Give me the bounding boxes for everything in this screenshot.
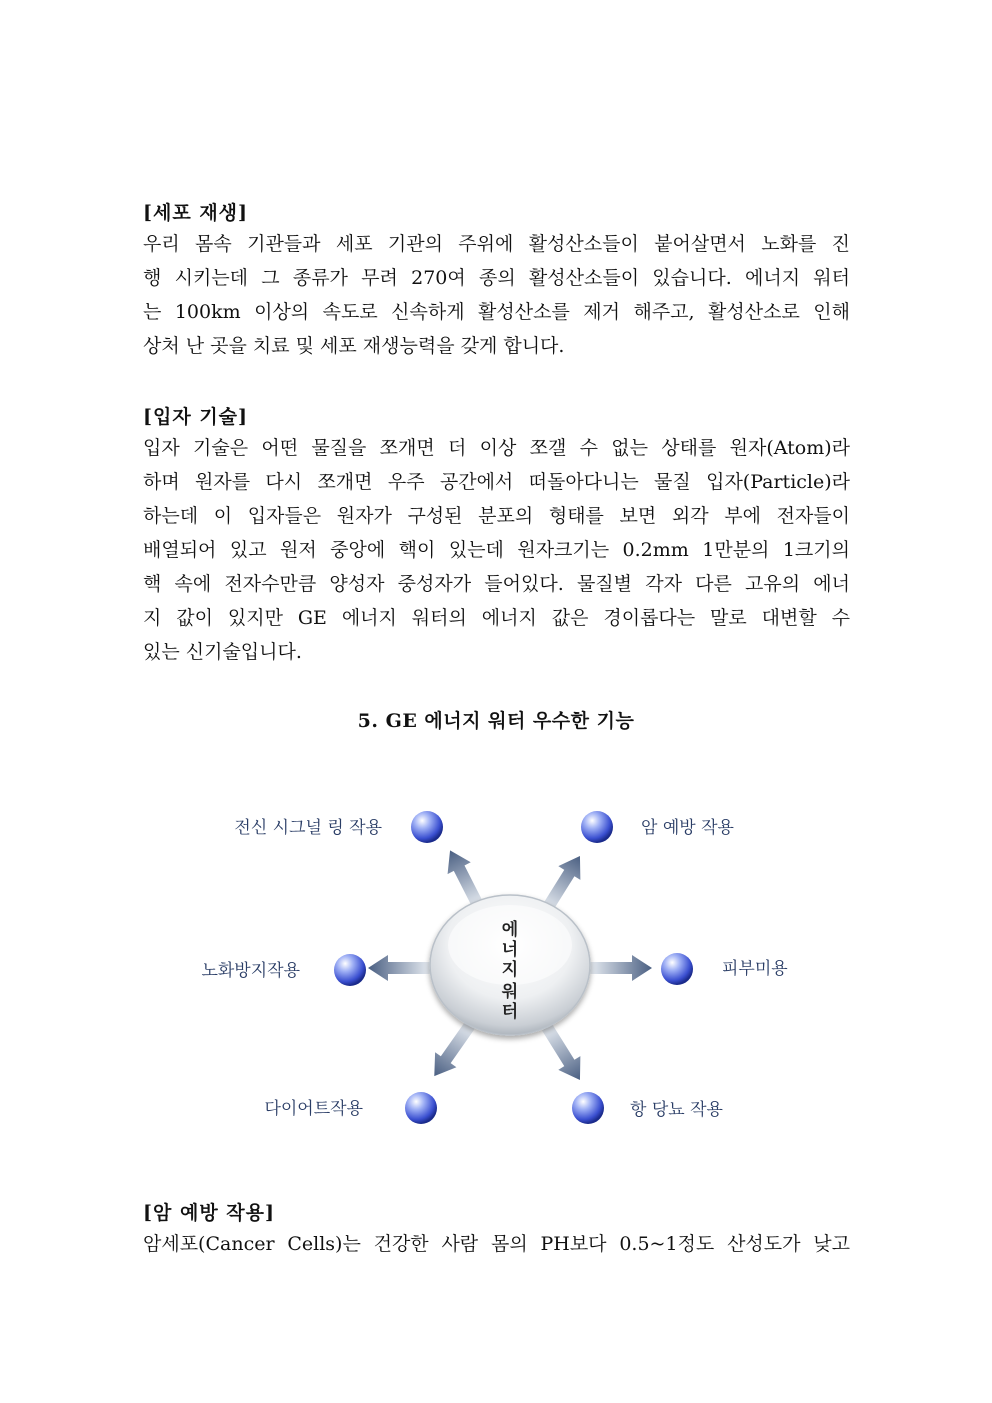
node-label-top-left: 전신 시그널 링 작용: [234, 818, 382, 838]
text-line: 하며 원자를 다시 쪼개면 우주 공간에서 떠돌아다니는 물질 입자(Particle)라: [143, 471, 850, 493]
text-line: 우리 몸속 기관들과 세포 기관의 주위에 활성산소들이 붙어살면서 노화를 진: [143, 233, 850, 255]
section-heading-particle-tech: [입자 기술]: [143, 406, 249, 428]
center-label-char: 에: [501, 920, 519, 940]
arrow-bottom-right: [536, 1020, 591, 1086]
text-line: 입자 기술은 어떤 물질을 쪼개면 더 이상 쪼갤 수 없는 상태를 원자(Atom)라: [143, 437, 850, 459]
text-line: 는 100km 이상의 속도로 신속하게 활성산소를 제거 해주고, 활성산소로 인해: [143, 301, 850, 323]
arrow-left: [368, 955, 430, 981]
node-label-left: 노화방지작용: [201, 961, 300, 981]
node-label-top-right: 암 예방 작용: [641, 818, 734, 838]
text-line: 하는데 이 입자들은 원자가 구성된 분포의 형태를 보면 외각 부에 전자들이: [143, 505, 850, 527]
functions-diagram: [160, 760, 840, 1160]
text-line: 상처 난 곳을 치료 및 세포 재생능력을 갖게 합니다.: [143, 335, 565, 357]
paragraph-cell-regeneration: [143, 227, 850, 363]
paragraph-particle-tech: [143, 431, 850, 669]
node-label-right: 피부미용: [722, 959, 788, 979]
arrow-bottom-left: [424, 1018, 481, 1084]
text-line: 배열되어 있고 원저 중앙에 핵이 있는데 원자크기는 0.2mm 1만분의 1크기의: [143, 539, 850, 561]
node-label-bottom-right: 항 당뇨 작용: [630, 1100, 723, 1120]
text-line: 암세포(Cancer Cells)는 건강한 사람 몸의 PH보다 0.5~1정도 산성도가 낮고: [143, 1233, 850, 1255]
node-ball-bottom-left: [405, 1092, 437, 1124]
node-ball-top-right: [581, 811, 613, 843]
center-label-char: 지: [501, 960, 519, 980]
text-line: 핵 속에 전자수만큼 양성자 중성자가 들어있다. 물질별 각자 다른 고유의 에너: [143, 573, 850, 595]
node-ball-left: [334, 954, 366, 986]
paragraph-cancer-prevention: [143, 1227, 850, 1261]
text-line: 있는 신기술입니다.: [143, 641, 302, 663]
node-ball-right: [661, 953, 693, 985]
arrow-right: [590, 955, 652, 981]
section-heading-cell-regeneration: [세포 재생]: [143, 202, 249, 224]
text-line: 지 값이 있지만 GE 에너지 워터의 에너지 값은 경이롭다는 말로 대변할 수: [143, 607, 850, 629]
center-label-char: 너: [501, 940, 519, 960]
center-label-char: 터: [501, 1002, 519, 1022]
node-label-bottom-left: 다이어트작용: [264, 1099, 363, 1119]
node-ball-top-left: [411, 811, 443, 843]
section-heading-cancer-prevention: [암 예방 작용]: [143, 1202, 275, 1224]
section-title-functions: 5. GE 에너지 워터 우수한 기능: [357, 710, 635, 732]
text-line: 행 시키는데 그 종류가 무려 270여 종의 활성산소들이 있습니다. 에너지 워터: [143, 267, 850, 289]
center-label-char: 워: [501, 982, 519, 1002]
node-ball-bottom-right: [572, 1092, 604, 1124]
